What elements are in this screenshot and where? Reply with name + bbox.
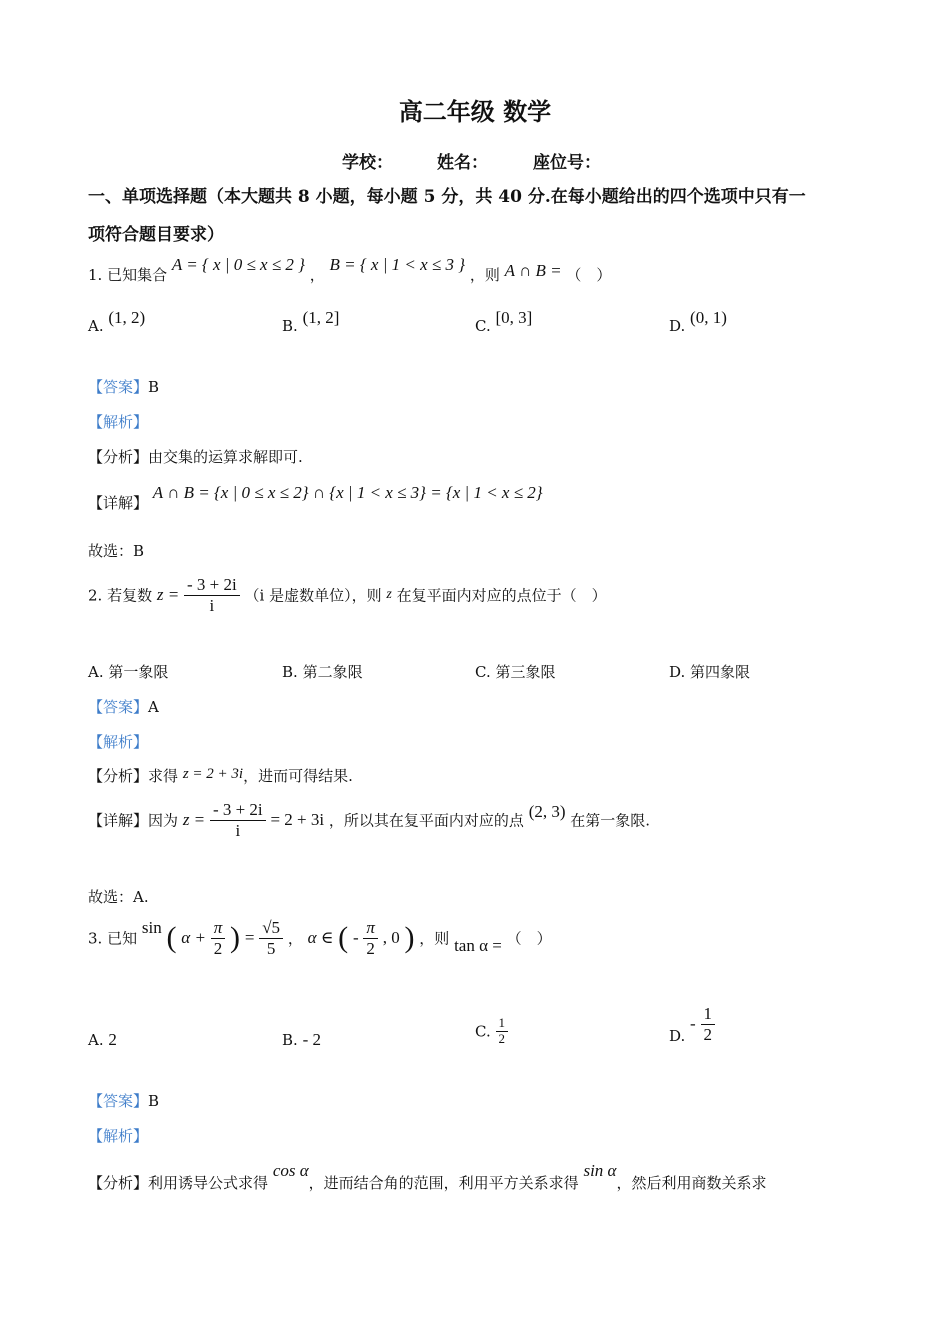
q1-set-a: A = { x | 0 ≤ x ≤ 2 } <box>171 255 305 274</box>
question-3-stem: 3. 已知 sin ( α + $\frac{\pi}{2}$ ) = $\frac{√5}{5}$ ， α ∈ ( - $\frac{\pi}{2}$ , 0 ) ，则 tan α = （ ） <box>88 918 552 958</box>
section-heading-line2: 项符合题目要求） <box>88 225 224 245</box>
q1-option-a: A. (1, 2) <box>88 308 146 335</box>
q1-set-b: B = { x | 1 < x ≤ 3 } <box>329 255 466 274</box>
q2-fraction: $\frac{- 3 + 2i}{i}$ <box>184 575 240 615</box>
page-title: 高二年级 数学 <box>398 97 552 126</box>
q1-expr: A ∩ B = <box>504 261 562 280</box>
question-1-stem <box>88 255 612 285</box>
q1-paren: （ ） <box>566 266 612 284</box>
q1-option-a-value: (1, 2) <box>108 308 146 327</box>
q1-prefix: 1. 已知集合 <box>88 266 168 284</box>
q2-fenxi: 【分析】求得 z = 2 + 3i，进而可得结果. <box>88 766 353 785</box>
q2-analysis-tag: 【解析】 <box>88 733 149 751</box>
q3-option-a: A. 2 <box>88 1030 117 1049</box>
q3-pi-over-2: $\frac{\pi}{2}$ <box>211 918 226 958</box>
q1-detail-math: A ∩ B = {x | 0 ≤ x ≤ 2} ∩ {x | 1 < x ≤ 3} = {x | 1 < x ≤ 2} <box>152 483 543 502</box>
name-label: 姓名： <box>437 153 488 173</box>
q3-fenxi: 【分析】利用诱导公式求得 cos α，进而结合角的范围，利用平方关系求得 sin α，然后利用商数关系求 <box>88 1161 767 1192</box>
q1-option-d: D. (0, 1) <box>669 308 727 335</box>
q1-option-d-value: (0, 1) <box>690 308 727 327</box>
q1-fenxi: 【分析】由交集的运算求解即可. <box>88 448 303 466</box>
q2-choose: 故选：A. <box>88 888 149 906</box>
q2-detail-fraction: $\frac{- 3 + 2i}{i}$ <box>210 800 266 840</box>
q1-detail: 【详解】 A ∩ B = {x | 0 ≤ x ≤ 2} ∩ {x | 1 < x ≤ 3} = {x | 1 < x ≤ 2} <box>88 483 543 512</box>
q1-option-c: C. [0, 3] <box>475 308 533 335</box>
q1-option-b: B. (1, 2] <box>282 308 340 335</box>
section-heading-line1: 一、单项选择题（本大题共 8 小题，每小题 5 分，共 40 分.在每小题给出的四个选项中只有一 <box>88 187 806 207</box>
q1-analysis-tag: 【解析】 <box>88 413 149 431</box>
q1-sep: ， <box>309 266 325 284</box>
q1-answer: 【答案】B <box>88 378 160 396</box>
q2-option-c: C. 第三象限 <box>475 663 556 681</box>
question-2-stem: 2. 若复数 z = $\frac{- 3 + 2i}{i}$ （i 是虚数单位），则 z 在复平面内对应的点位于（ ） <box>88 575 607 615</box>
q2-answer: 【答案】A <box>88 698 159 716</box>
q1-mid: ，则 <box>469 266 500 284</box>
q2-detail: 【详解】因为 z = $\frac{- 3 + 2i}{i}$ = 2 + 3i ，所以其在复平面内对应的点 (2, 3) 在第一象限. <box>88 800 651 840</box>
q2-option-a: A. 第一象限 <box>88 663 169 681</box>
q3-sqrt5-over-5: $\frac{√5}{5}$ <box>259 918 283 958</box>
q3-option-c: C. $\frac{1}{2}$ <box>475 1016 508 1047</box>
q2-option-b: B. 第二象限 <box>282 663 363 681</box>
q1-option-c-value: [0, 3] <box>495 308 533 327</box>
q1-choose: 故选：B <box>88 542 145 560</box>
school-label: 学校： <box>342 153 393 173</box>
q3-neg-pi-over-2: $\frac{\pi}{2}$ <box>363 918 378 958</box>
q3-answer: 【答案】B <box>88 1092 160 1110</box>
q3-option-b: B. - 2 <box>282 1030 321 1049</box>
q2-option-d: D. 第四象限 <box>669 663 751 681</box>
q1-option-b-value: (1, 2] <box>302 308 340 327</box>
q3-analysis-tag: 【解析】 <box>88 1127 149 1145</box>
seat-label: 座位号： <box>533 153 601 173</box>
q3-option-d: D. - $\frac{1}{2}$ <box>669 1004 715 1044</box>
